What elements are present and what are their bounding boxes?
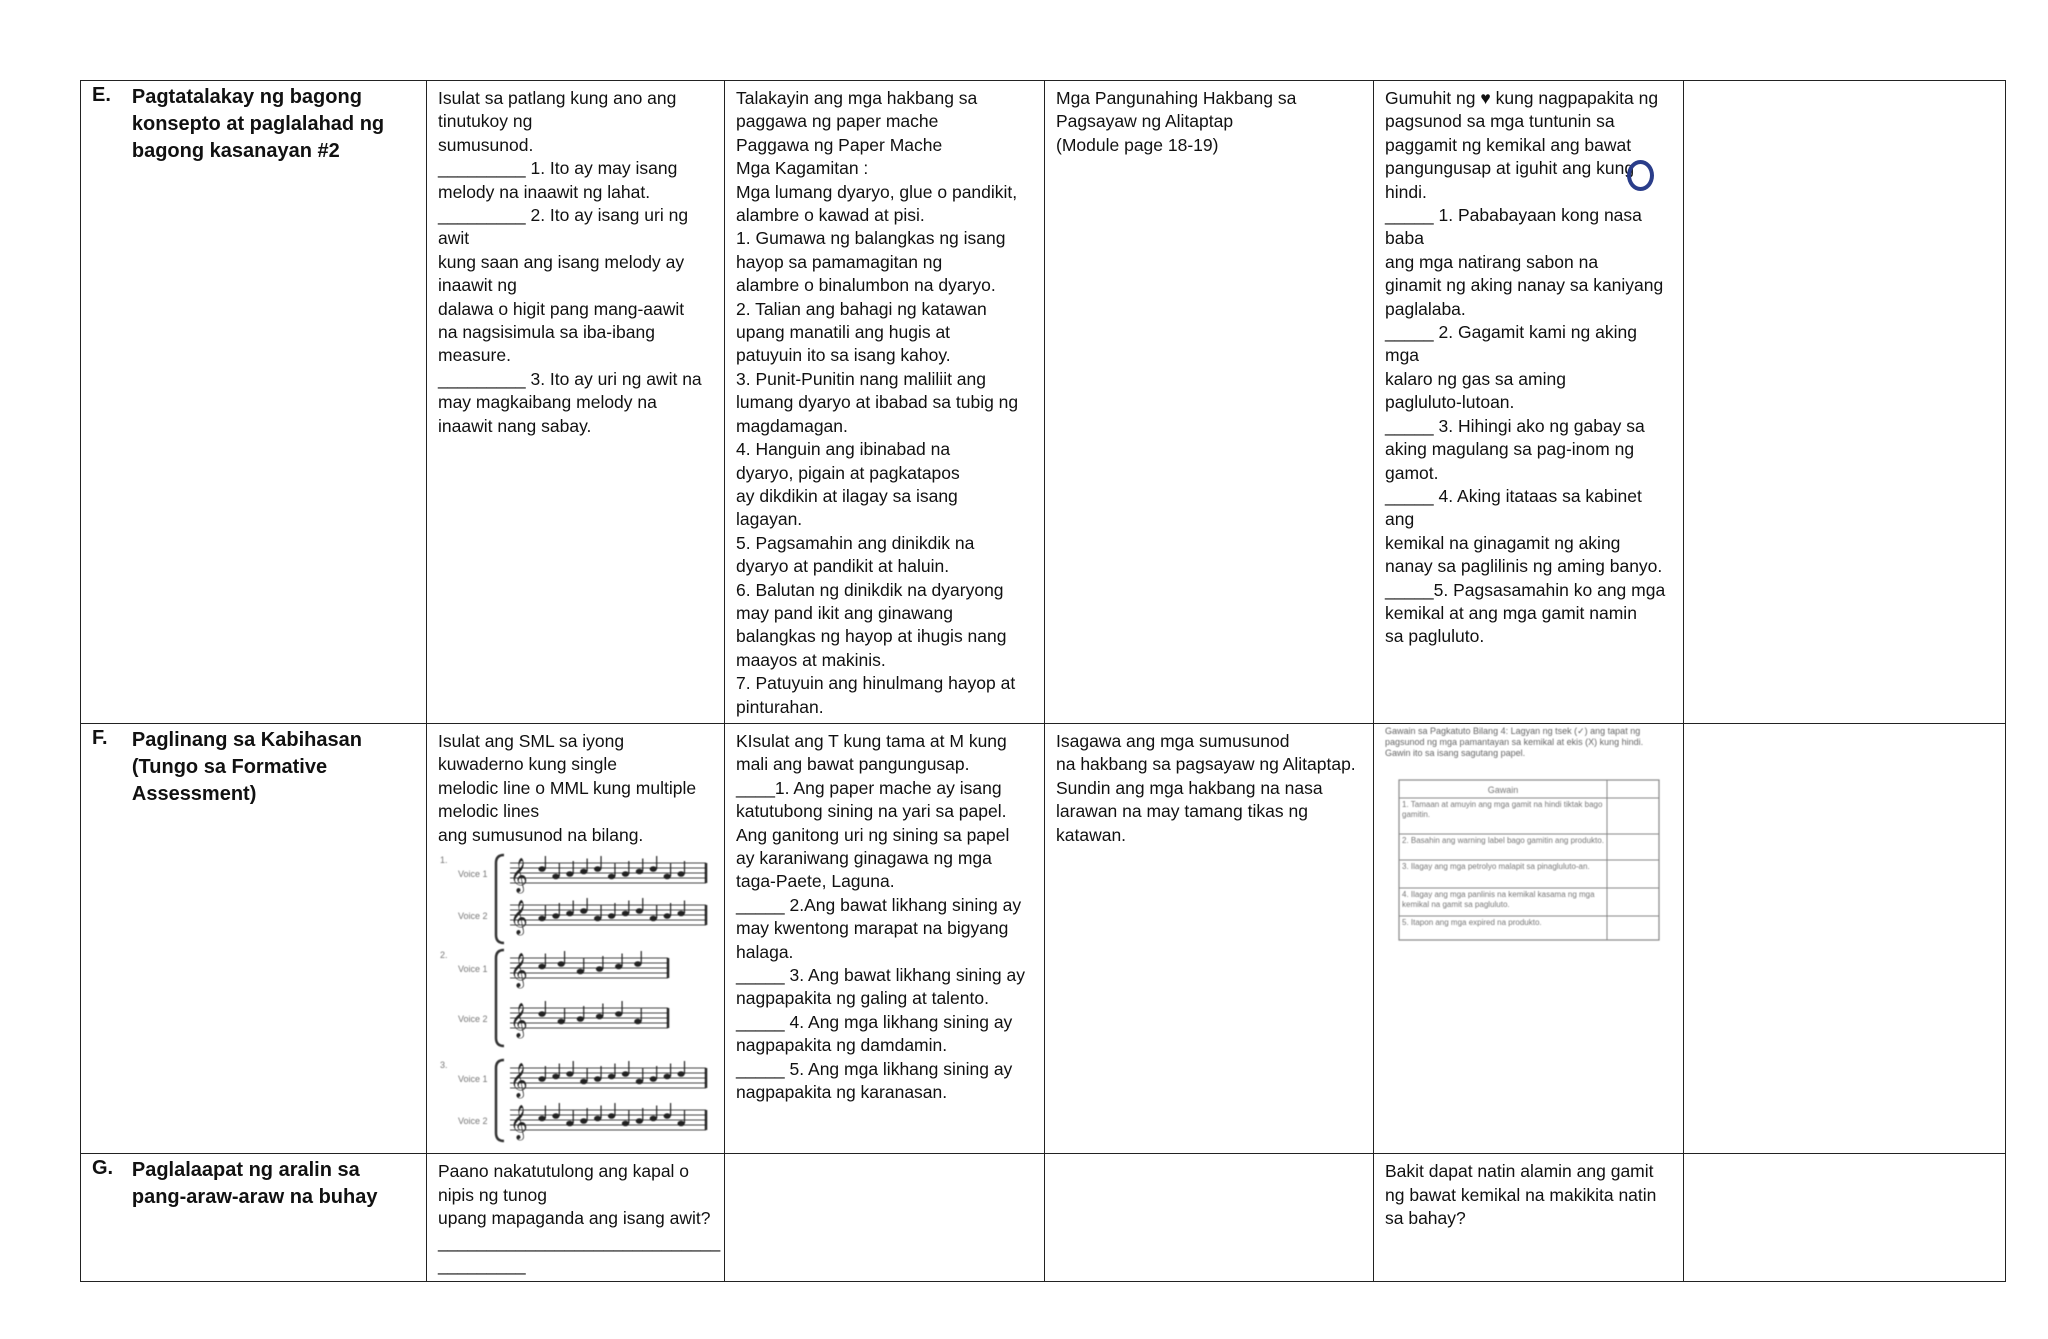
text-line: melodic line o MML kung multiple [438,777,697,798]
row-g-col2 [725,1154,1045,1282]
text-line: Paano nakatutulong ang kapal o [438,1161,690,1182]
text-line: melody na inaawit ng lahat. [438,181,651,202]
text-line: inaawit nang sabay. [438,415,592,436]
text-line: 2. Talian ang bahagi ng katawan [736,298,987,319]
text-line: aking magulang sa pag-inom ng [1385,439,1635,460]
text-line: measure. [438,345,511,366]
text-line: melodic lines [438,801,540,822]
note-head [677,1121,684,1127]
row-f-col5 [1684,723,2006,1153]
note-head [566,1071,573,1077]
row-f-col2 [725,723,1045,1153]
text-line: _____ 4. Ang mga likhang sining ay [736,1011,1013,1032]
ring-symbol [1627,160,1654,191]
text-line: _____5. Pagsasamahin ko ang mga [1385,579,1666,600]
text-line: (Module page 18-19) [1056,134,1219,155]
voice-label: Voice 1 [458,964,488,974]
note-head [622,871,629,877]
text-line: dyaryo at pandikit at haluin. [736,556,950,577]
text-line: kemikal at ang mga gamit namin [1385,602,1637,623]
text-line: ginamit ng aking nanay sa kaniyang [1385,275,1664,296]
row-f-col3 [1045,723,1374,1153]
text-line: sumusunod. [438,134,534,155]
text-line: na hakbang sa pagsayaw ng Alitaptap. [1056,754,1356,775]
note-head [580,908,587,914]
text-line: Bakit dapat natin alamin ang gamit [1385,1161,1654,1182]
row-e-letter: E. [92,84,111,106]
note-head [552,1113,559,1119]
text-line: 5. Pagsamahin ang dinikdik na [736,532,975,553]
text-line: hindi. [1385,181,1427,202]
text-line: nagpapakita ng damdamin. [736,1035,948,1056]
note-head [577,1016,584,1022]
text-line: Sundin ang mga hakbang na nasa [1056,777,1323,798]
voice-label: Voice 2 [458,911,488,921]
task-item-box [1402,836,1604,860]
note-head [552,1074,559,1080]
row-e-col5 [1684,81,2006,724]
task-item-box [1402,800,1604,834]
music-group-number: 3. [440,1060,448,1070]
note-head [580,1079,587,1085]
note-head [677,1071,684,1077]
note-head [558,1019,565,1025]
row-e-heading [81,81,427,724]
text-line: _________ [438,1255,526,1276]
score-bracket [496,950,504,1046]
text-line: nipis ng tunog [438,1184,547,1205]
task-item: 3. Ilagay ang mga petrolyo malapit sa pinagluluto-an. [1402,861,1590,871]
text-line: paggawa ng paper mache [736,111,939,132]
note-head [677,871,684,877]
treble-clef: 𝄞 [510,859,528,892]
text-line: 1. Gumawa ng balangkas ng isang [736,228,1006,249]
task-item-box [1402,918,1604,940]
row-g-col1 [427,1154,725,1282]
text-line: sa pagluluto. [1385,626,1485,647]
row-f-col1-text [438,730,714,847]
text-line: _________ 3. Ito ay uri ng awit na [438,368,702,389]
lesson-plan-table [80,80,2006,1282]
voice-label: Voice 1 [458,869,488,879]
row-e-title: Pagtatalakay ng bagong konsepto at paglalahad ng bagong kasanayan #2 [131,86,385,162]
note-head [594,1076,601,1082]
note-head [538,1011,545,1017]
text-line: Mga lumang dyaryo, glue o pandikit, [736,181,1018,202]
voice-label: Voice 2 [458,1116,488,1126]
row-f-title: Paglinang sa Kabihasan (Tungo sa Formative Assessment) [131,728,362,805]
note-head [664,1113,671,1119]
text-line: alambre o kawad at pisi. [736,205,925,226]
note-head [608,1113,615,1119]
row-g-heading [81,1154,427,1282]
text-line: ang sumusunod na bilang. [438,824,644,845]
text-line: paglalaba. [1385,298,1466,319]
text-line: kalaro ng gas sa aming [1385,368,1566,389]
text-line: taga-Paete, Laguna. [736,871,895,892]
text-line: _________ 1. Ito ay may isang [438,158,678,179]
note-head [596,1014,603,1020]
text-line: halaga. [736,941,794,962]
text-line: KIsulat ang T kung tama at M kung [736,730,1007,751]
text-line: 4. Hanguin ang ibinabad na [736,439,951,460]
text-line: lumang dyaryo at ibabad sa tubig ng [736,392,1019,413]
text-line: 3. Punit-Punitin nang maliliit ang [736,368,987,389]
note-head [608,1074,615,1080]
text-line: kung saan ang isang melody ay [438,251,685,272]
text-line: Mga Kagamitan : [736,158,869,179]
text-line: pinturahan. [736,696,824,717]
note-head [650,866,657,872]
note-head [664,1074,671,1080]
note-head [650,1076,657,1082]
text-line: Ang ganitong uri ng sining sa papel [736,824,1010,845]
note-head [538,1116,545,1122]
text-line: ____1. Ang paper mache ay isang [736,777,1002,798]
treble-clef: 𝄞 [510,1064,528,1097]
note-head [594,866,601,872]
text-line: _____ 3. Ang bawat likhang sining ay [736,965,1025,986]
text-line: magdamagan. [736,415,848,436]
text-line: pagluluto-lutoan. [1385,392,1515,413]
task-caption-box [1385,726,1667,762]
text-line: nanay sa paglilinis ng aming banyo. [1385,556,1663,577]
text-line: ang mga natirang sabon na [1385,251,1599,272]
voice-label: Voice 1 [458,1074,488,1084]
task-item: 2. Basahin ang warning label bago gamitin ang produkto. [1402,835,1604,845]
note-head [615,964,622,970]
row-e-col1 [427,81,725,724]
row-g-title: Paglalaapat ng aralin sa pang-araw-araw na buhay [131,1159,378,1209]
note-head [664,874,671,880]
text-line: katutubong sining na yari sa papel. [736,801,1007,822]
row-g [81,1154,2006,1282]
text-line: dyaryo, pigain at pagkatapos [736,462,960,483]
note-head [566,871,573,877]
note-head [538,916,545,922]
text-line: may magkaibang melody na [438,392,657,413]
note-head [634,961,641,967]
text-line: Talakayin ang mga hakbang sa [736,88,978,108]
treble-clef: 𝄞 [510,1106,528,1139]
row-e-col3 [1045,81,1374,724]
note-head [650,1116,657,1122]
note-head [580,1118,587,1124]
text-line: _____________________________ [438,1231,721,1252]
text-line: balangkas ng hayop at ihugis nang [736,626,1007,647]
treble-clef: 𝄞 [510,1004,528,1037]
text-line: mali ang bawat pangungusap. [736,754,970,775]
text-line: _________ 2. Ito ay isang uri ng awit [438,205,693,249]
note-head [608,913,615,919]
note-head [622,1071,629,1077]
text-line: tinutukoy ng [438,111,533,132]
note-head [558,961,565,967]
note-head [636,869,643,875]
text-line: 7. Patuyuin ang hinulmang hayop at [736,673,1016,694]
text-line: hayop sa pamamagitan ng [736,251,943,272]
text-line: nagpapakita ng galing at talento. [736,988,989,1009]
text-line: paggamit ng kemikal ang bawat [1385,134,1632,155]
row-g-col3 [1045,1154,1374,1282]
note-head [622,1121,629,1127]
note-head [634,1019,641,1025]
text-line: _____ 4. Aking itataas sa kabinet ang [1385,485,1647,530]
text-line: larawan na may tamang tikas ng [1056,801,1308,822]
note-head [538,964,545,970]
text-line: _____ 2. Gagamit kami ng aking mga [1385,322,1642,366]
score-bracket [496,855,504,943]
text-line: lagayan. [736,509,803,530]
note-head [594,916,601,922]
text-line: ng bawat kemikal na makikita natin [1385,1184,1657,1205]
row-g-col5 [1684,1154,2006,1282]
note-head [622,911,629,917]
music-group-number: 1. [440,855,448,865]
text-line: upang manatili ang hugis at [736,322,951,343]
text-line: _____ 5. Ang mga likhang sining ay [736,1058,1013,1079]
text-line: Isulat ang SML sa iyong [438,730,625,751]
task-item: 4. Ilagay ang mga panlinis na kemikal kasama ng mga kemikal na gamit sa pagluluto. [1402,889,1595,909]
note-head [596,966,603,972]
text-line: gamot. [1385,462,1439,483]
row-g-letter: G. [92,1157,114,1180]
task-header: Gawain [1487,784,1519,795]
note-head [538,1076,545,1082]
text-line: Isagawa ang mga sumusunod [1056,730,1290,751]
row-f-heading [81,723,427,1153]
text-line: dalawa o higit pang mang-aawit [438,298,685,319]
music-score-image [438,853,716,1143]
task-caption: Gawain sa Pagkatuto Bilang 4: Lagyan ng tsek (✓) ang tapat ng pagsunod ng mga pamantayan sa kemikal at ekis (X) kung hindi. Gawin ito sa isang sagutang papel. [1385,725,1644,758]
text-line: may pand ikit ang ginawang [736,602,953,623]
note-head [615,1011,622,1017]
note-head [580,869,587,875]
text-line: Gumuhit ng ♥ kung nagpapakita ng [1385,88,1659,108]
row-e [81,81,2006,724]
note-head [577,969,584,975]
text-line: upang mapaganda ang isang awit? [438,1208,711,1229]
row-f-letter: F. [92,726,108,749]
row-g-col4 [1374,1154,1684,1282]
note-head [566,911,573,917]
note-head [552,913,559,919]
note-head [608,874,615,880]
text-line: patuyuin ito sa isang kahoy. [736,345,951,366]
text-line: Paggawa ng Paper Mache [736,134,943,155]
text-line: inaawit ng [438,275,517,296]
score-bracket [496,1060,504,1141]
voice-label: Voice 2 [458,1014,488,1024]
music-group-number: 2. [440,950,448,960]
note-head [664,913,671,919]
text-line: sa bahay? [1385,1208,1466,1229]
task-item-box [1402,862,1604,888]
note-head [636,1118,643,1124]
text-line: ay karaniwang ginagawa ng mga [736,848,992,868]
text-line: pagsunod sa mga tuntunin sa [1385,111,1615,132]
note-head [636,1079,643,1085]
text-line: maayos at makinis. [736,649,886,670]
note-head [566,1121,573,1127]
treble-clef: 𝄞 [510,954,528,987]
text-line: kuwaderno kung single [438,754,618,775]
text-line: nagpapakita ng karanasan. [736,1082,948,1103]
text-line: pangungusap at iguhit ang kung [1385,158,1635,179]
note-head [552,874,559,880]
text-line: alambre o binalumbon na dyaryo. [736,275,996,296]
note-head [594,1116,601,1122]
text-line: ay dikdikin at ilagay sa isang [736,485,958,506]
text-line: katawan. [1056,824,1127,845]
row-e-col2 [725,81,1045,724]
task-item-box [1402,890,1604,916]
task-item: 1. Tamaan at amuyin ang mga gamit na hindi tiktak bago gamitin. [1402,799,1603,819]
text-line: may kwentong marapat na bigyang [736,918,1009,939]
row-f [81,723,2006,1153]
task-table-image [1385,726,1667,996]
text-line: _____ 1. Pababayaan kong nasa baba [1385,205,1647,249]
note-head [650,916,657,922]
text-line: Pagsayaw ng Alitaptap [1056,111,1234,132]
text-line: Isulat sa patlang kung ano ang [438,88,677,108]
row-f-col4 [1374,723,1684,1153]
text-line: na nagsisimula sa iba-ibang [438,322,655,343]
note-head [636,908,643,914]
text-line: Mga Pangunahing Hakbang sa [1056,88,1297,108]
text-line: 6. Balutan ng dinikdik na dyaryong [736,579,1004,600]
row-f-col1 [427,723,725,1153]
text-line: _____ 2.Ang bawat likhang sining ay [736,894,1022,915]
note-head [538,866,545,872]
task-item: 5. Itapon ang mga expired na produkto. [1402,917,1542,927]
note-head [677,911,684,917]
text-line: _____ 3. Hihingi ako ng gabay sa [1385,415,1645,436]
text-line: kemikal na ginagamit ng aking [1385,532,1621,553]
treble-clef: 𝄞 [510,901,528,934]
